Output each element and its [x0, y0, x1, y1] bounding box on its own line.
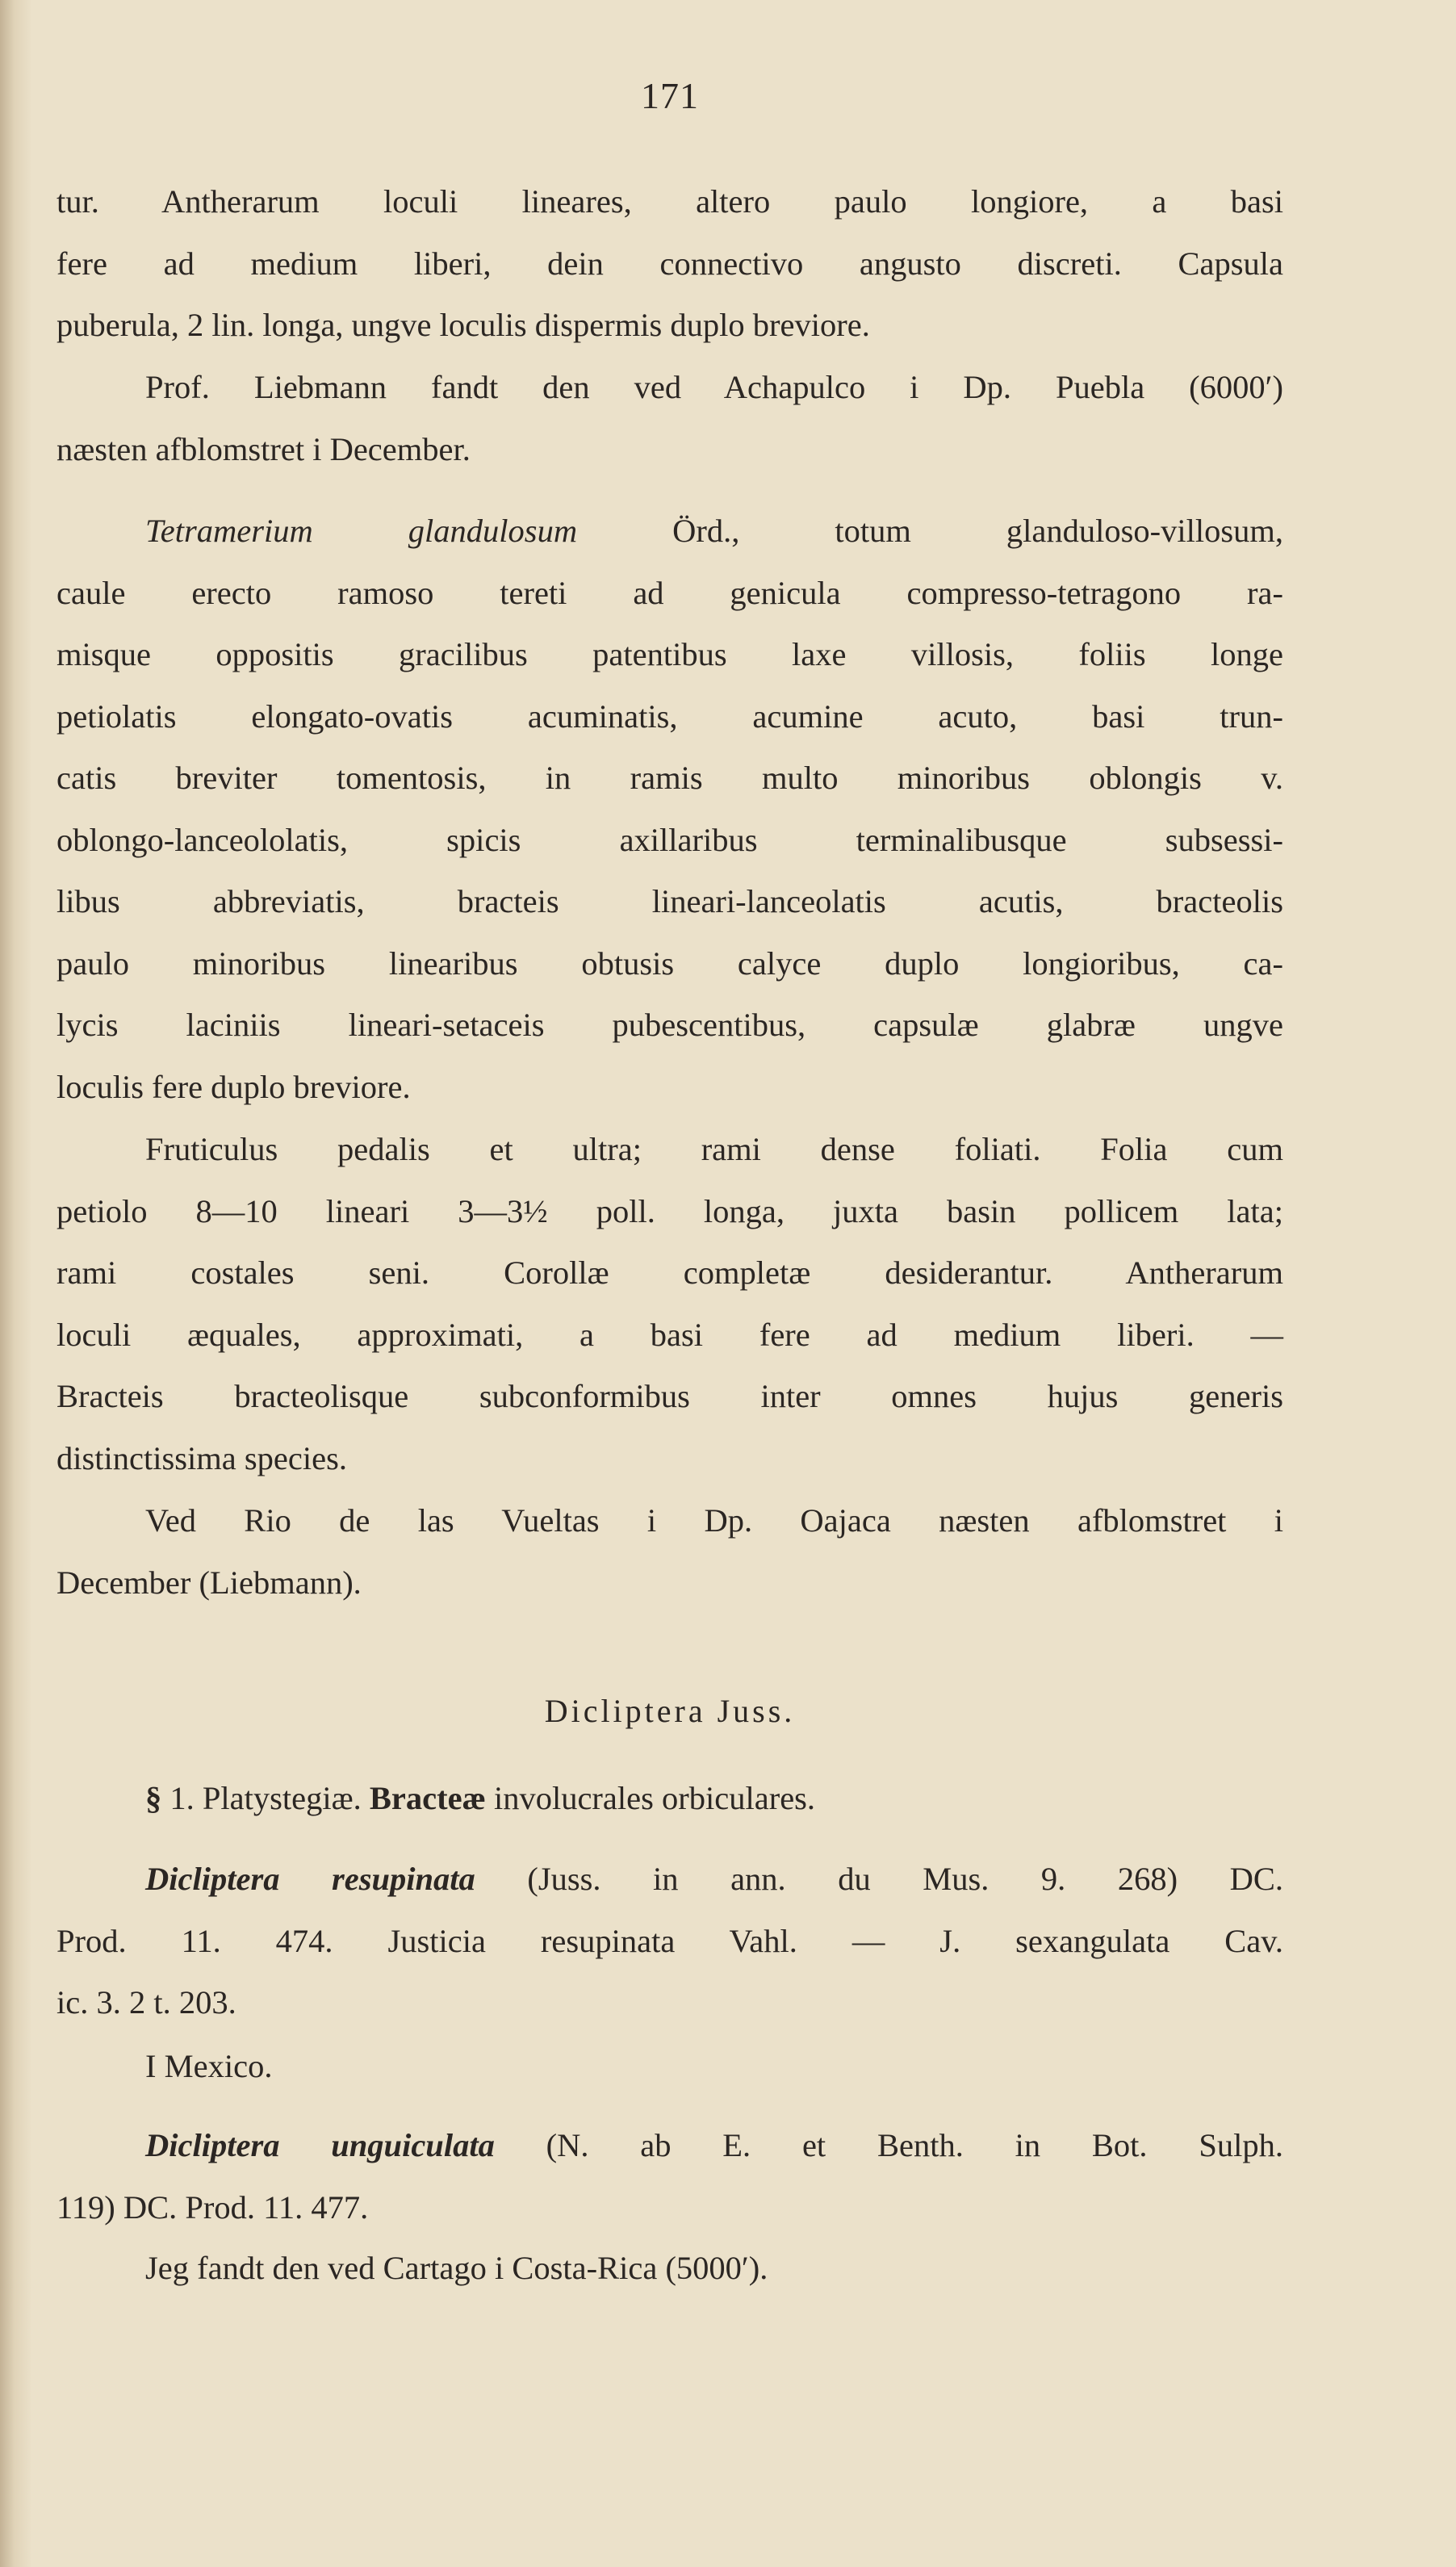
text-line: Fruticulus pedalis et ultra; rami dense foliati. Folia cum: [145, 1131, 1283, 1167]
text-line: lycis laciniis lineari-setaceis pubescentibus, capsulæ glabræ ungve: [56, 1007, 1283, 1043]
species-name: Dicliptera resupinata: [145, 1861, 475, 1897]
text-line: Prof. Liebmann fandt den ved Achapulco i Dp. Puebla (6000′): [145, 369, 1283, 405]
text-line: rami costales seni. Corollæ completæ desiderantur. Antherarum: [56, 1254, 1283, 1291]
text-line: misque oppositis gracilibus patentibus laxe villosis, foliis longe: [56, 636, 1283, 672]
text-line: oblongo-lanceololatis, spicis axillaribus terminalibusque subsessi-: [56, 821, 1283, 858]
section-desc: involucrales orbiculares.: [485, 1780, 816, 1816]
text-line: Jeg fandt den ved Cartago i Costa-Rica (5000′).: [145, 2250, 768, 2286]
text-line: ic. 3. 2 t. 203.: [56, 1984, 236, 2021]
text-line: [56, 1849, 1283, 1911]
text-line: tur. Antherarum loculi lineares, altero paulo longiore, a basi: [56, 183, 1283, 220]
section-name: Platystegiæ.: [202, 1780, 362, 1816]
text-line: næsten afblomstret i December.: [56, 430, 471, 467]
paragraph-locality-3: [56, 2036, 1283, 2098]
section-desc-bold: Bracteæ: [369, 1780, 486, 1816]
text-line: [56, 500, 1283, 563]
paragraph-locality-4: [56, 2238, 1283, 2300]
text-line: loculis fere duplo breviore.: [56, 1068, 411, 1105]
text-line: puberula, 2 lin. longa, ungve loculis dispermis duplo breviore.: [56, 307, 870, 343]
species-author: Örd., totum glanduloso-villosum,: [577, 513, 1284, 549]
paragraph-anthers: [56, 171, 1283, 357]
text-line: [56, 2115, 1283, 2177]
paragraph-dicliptera-resupinata: [56, 1849, 1283, 2034]
section-number: 1.: [169, 1780, 195, 1816]
paragraph-dicliptera-unguiculata: [56, 2115, 1283, 2238]
text-line: Prod. 11. 474. Justicia resupinata Vahl. — J. sexangulata Cav.: [56, 1922, 1283, 1959]
text-line: [56, 1768, 1283, 1830]
text-line: fere ad medium liberi, dein connectivo angusto discreti. Capsula: [56, 245, 1283, 282]
text-line: catis breviter tomentosis, in ramis multo minoribus oblongis v.: [56, 760, 1283, 796]
text-line: petiolo 8—10 lineari 3—3½ poll. longa, juxta basin pollicem lata;: [56, 1192, 1283, 1229]
text-line: I Mexico.: [145, 2048, 273, 2084]
genus-heading: Dicliptera Juss.: [544, 1693, 796, 1729]
text-line: December (Liebmann).: [56, 1564, 362, 1601]
paragraph-tetramerium: [56, 500, 1283, 1118]
paragraph-locality-1: [56, 357, 1283, 480]
section-heading: [56, 1768, 1283, 1830]
paragraph-locality-2: [56, 1490, 1283, 1614]
species-name: Tetramerium glandulosum: [145, 513, 578, 549]
paragraph-description: [56, 1119, 1283, 1489]
text-line: libus abbreviatis, bracteis lineari-lanceolatis acutis, bracteolis: [56, 883, 1283, 919]
text-line: loculi æquales, approximati, a basi fere ad medium liberi. —: [56, 1316, 1283, 1353]
text-line: distinctissima species.: [56, 1439, 347, 1476]
text-line: petiolatis elongato-ovatis acuminatis, acumine acuto, basi trun-: [56, 697, 1283, 735]
text-line: Bracteis bracteolisque subconformibus inter omnes hujus generis: [56, 1378, 1283, 1414]
page-number: 171: [641, 75, 699, 116]
text-line: paulo minoribus linearibus obtusis calyce duplo longioribus, ca-: [56, 944, 1283, 982]
species-name: Dicliptera unguiculata: [145, 2127, 495, 2163]
text-line: Ved Rio de las Vueltas i Dp. Oajaca næsten afblomstret i: [145, 1502, 1283, 1539]
text-line: 119) DC. Prod. 11. 477.: [56, 2188, 369, 2226]
species-citation: (Juss. in ann. du Mus. 9. 268) DC.: [475, 1861, 1283, 1897]
species-citation: (N. ab E. et Benth. in Bot. Sulph.: [494, 2127, 1283, 2163]
text-line: caule erecto ramoso tereti ad genicula compresso-tetragono ra-: [56, 574, 1283, 611]
section-mark: §: [145, 1780, 162, 1816]
